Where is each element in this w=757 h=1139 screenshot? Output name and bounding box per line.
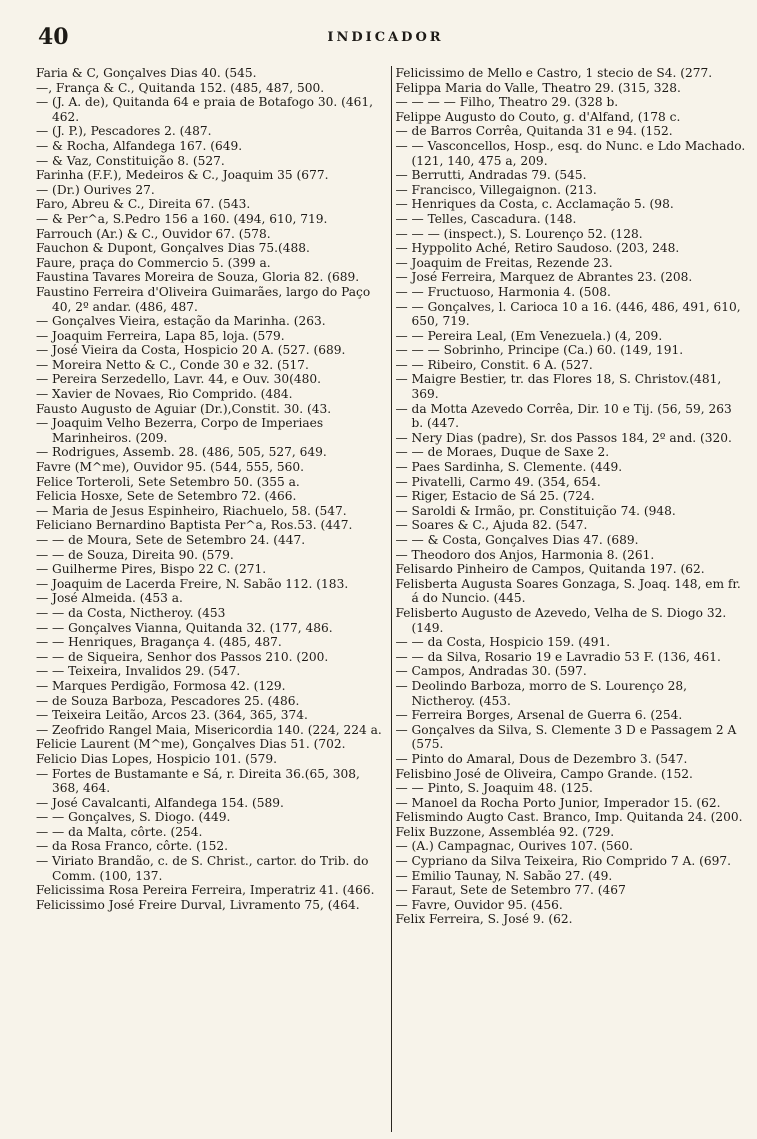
directory-entry: — Gonçalves Vieira, estação da Marinha. (263.: [36, 314, 326, 329]
directory-entry: Favre (M^me), Ouvidor 95. (544, 555, 560.: [36, 460, 305, 475]
directory-entry: — Maigre Bestier, tr. das Flores 18, S. Christov.(481, 369.: [395, 372, 722, 402]
directory-entry: — Ferreira Borges, Arsenal de Guerra 6. (254.: [395, 708, 683, 723]
directory-entry: — Viriato Brandão, c. de S. Christ., cartor. do Trib. do Comm. (100, 137.: [36, 854, 369, 883]
directory-entry: Felismindo Augto Cast. Branco, Imp. Quitanda 24. (200.: [395, 810, 743, 825]
directory-entry: Felice Torteroli, Sete Setembro 50. (355 a.: [36, 474, 300, 489]
directory-entry: Felisardo Pinheiro de Campos, Quitanda 197. (62.: [395, 562, 705, 577]
directory-entry: — Hyppolito Aché, Retiro Saudoso. (203, 248.: [395, 241, 680, 256]
directory-entry: — (J. P.), Pescadores 2. (487.: [36, 124, 212, 139]
directory-entry: — Saroldi & Irmão, pr. Constituição 74. (948.: [395, 503, 676, 518]
directory-entry: — (A.) Campagnac, Ourives 107. (560.: [395, 839, 634, 854]
directory-entry: — Joaquim Ferreira, Lapa 85, loja. (579.: [36, 328, 285, 343]
directory-entry: — — Ribeiro, Constit. 6 A. (527.: [395, 357, 593, 372]
directory-entry: — Joaquim de Lacerda Freire, N. Sabão 112. (183.: [36, 576, 349, 591]
directory-entry: — José Ferreira, Marquez de Abrantes 23. (208.: [395, 270, 693, 285]
directory-entry: — — de Moura, Sete de Setembro 24. (447.: [36, 533, 306, 547]
page-header: [38, 22, 733, 52]
directory-entry: — — Gonçalves, S. Diogo. (449.: [36, 810, 231, 825]
directory-entry: — Favre, Ouvidor 95. (456.: [395, 897, 563, 912]
directory-entry: — — Gonçalves, l. Carioca 10 a 16. (446, 486, 491, 610, 650, 719.: [395, 299, 741, 329]
directory-entry: — (Dr.) Ourives 27.: [36, 182, 155, 197]
directory-entry: — — de Siqueira, Senhor dos Passos 210. (200.: [36, 649, 329, 664]
directory-entry: — — Gonçalves Vianna, Quitanda 32. (177, 486.: [36, 620, 333, 635]
directory-entry: Felix Buzzone, Assembléa 92. (729.: [395, 824, 615, 839]
directory-entry: Felisbino José de Oliveira, Campo Grande. (152.: [395, 766, 693, 781]
directory-entry: — — Pereira Leal, (Em Venezuela.) (4, 209.: [395, 328, 663, 343]
directory-entry: Felisberto Augusto de Azevedo, Velha de S. Diogo 32. (149.: [395, 605, 727, 635]
directory-entry: Fauchon & Dupont, Gonçalves Dias 75.(488.: [36, 241, 310, 256]
directory-entry: — Berrutti, Andradas 79. (545.: [395, 168, 587, 183]
directory-entry: — Paes Sardinha, S. Clemente. (449.: [395, 460, 623, 475]
directory-entry: Faure, praça do Commercio 5. (399 a.: [36, 255, 271, 270]
directory-entry: — Emilio Taunay, N. Sabão 27. (49.: [395, 868, 613, 883]
directory-entry: — Pereira Serzedello, Lavr. 44, e Ouv. 30(480.: [36, 372, 321, 387]
directory-entry: — — Fructuoso, Harmonia 4. (508.: [395, 284, 611, 299]
directory-entry: — — de Souza, Direita 90. (579.: [36, 547, 234, 562]
directory-entry: — — Vasconcellos, Hosp., esq. do Nunc. e Ldo Machado. (121, 140, 475 a, 209.: [395, 138, 746, 168]
directory-entry: Felippe Augusto do Couto, g. d'Alfand, (178 c.: [395, 109, 681, 124]
directory-columns: [36, 66, 746, 1132]
directory-entry: — Theodoro dos Anjos, Harmonia 8. (261.: [395, 547, 655, 562]
directory-entry: — José Cavalcanti, Alfandega 154. (589.: [36, 795, 284, 810]
directory-entry: — de Souza Barboza, Pescadores 25. (486.: [36, 693, 300, 708]
directory-entry: — Soares & C., Ajuda 82. (547.: [395, 518, 588, 533]
directory-entry: — — Telles, Cascadura. (148.: [395, 211, 577, 226]
directory-entry: Faria & C, Gonçalves Dias 40. (545.: [36, 66, 257, 80]
directory-entry: — Fortes de Bustamante e Sá, r. Direita 36.(65, 308, 368, 464.: [36, 766, 360, 796]
left-column: [36, 66, 391, 1132]
directory-entry: Felicissimo José Freire Durval, Livramento 75, (464.: [36, 897, 360, 912]
right-column: [392, 66, 747, 1132]
running-title: INDICADOR: [327, 29, 444, 45]
directory-entry: — — de Moraes, Duque de Saxe 2.: [395, 445, 610, 460]
directory-entry: — Guilherme Pires, Bispo 22 C. (271.: [36, 562, 267, 577]
directory-entry: — — — Sobrinho, Principe (Ca.) 60. (149, 191.: [395, 343, 684, 358]
directory-entry: — Henriques da Costa, c. Acclamação 5. (98.: [395, 197, 674, 212]
directory-entry: — Riger, Estacio de Sá 25. (724.: [395, 489, 595, 504]
directory-entry: Faustina Tavares Moreira de Souza, Gloria 82. (689.: [36, 270, 360, 285]
directory-entry: Farrouch (Ar.) & C., Ouvidor 67. (578.: [36, 226, 271, 241]
directory-entry: Felicio Dias Lopes, Hospicio 101. (579.: [36, 751, 277, 766]
directory-entry: — Marques Perdigão, Formosa 42. (129.: [36, 678, 286, 693]
directory-entry: Felisberta Augusta Soares Gonzaga, S. Joaq. 148, em fr. á do Nuncio. (445.: [395, 576, 741, 606]
directory-entry: — Xavier de Novaes, Rio Comprido. (484.: [36, 387, 293, 402]
directory-entry: — Nery Dias (padre), Sr. dos Passos 184, 2º and. (320.: [395, 430, 732, 445]
directory-entry: — — da Costa, Hospicio 159. (491.: [395, 635, 611, 650]
directory-entry: — de Barros Corrêa, Quitanda 31 e 94. (152.: [395, 124, 673, 139]
directory-entry: — Pinto do Amaral, Dous de Dezembro 3. (547.: [395, 751, 688, 766]
directory-entry: — da Rosa Franco, côrte. (152.: [36, 839, 228, 854]
directory-entry: Faro, Abreu & C., Direita 67. (543.: [36, 197, 251, 212]
directory-entry: — Manoel da Rocha Porto Junior, Imperador 15. (62.: [395, 795, 721, 810]
directory-entry: — Teixeira Leitão, Arcos 23. (364, 365, 374.: [36, 708, 308, 723]
directory-entry: — da Motta Azevedo Corrêa, Dir. 10 e Tij. (56, 59, 263 b. (447.: [395, 401, 732, 431]
directory-entry: — — Pinto, S. Joaquim 48. (125.: [395, 781, 593, 796]
directory-entry: — — da Silva, Rosario 19 e Lavradio 53 F. (136, 461.: [395, 649, 721, 664]
directory-entry: — & Rocha, Alfandega 167. (649.: [36, 138, 243, 153]
directory-entry: — Faraut, Sete de Setembro 77. (467: [395, 883, 626, 898]
directory-entry: — — & Costa, Gonçalves Dias 47. (689.: [395, 533, 639, 547]
directory-entry: — Rodrigues, Assemb. 28. (486, 505, 527, 649.: [36, 445, 327, 460]
directory-entry: — Maria de Jesus Espinheiro, Riachuelo, 58. (547.: [36, 503, 347, 518]
directory-entry: — Joaquim de Freitas, Rezende 23.: [395, 255, 613, 270]
directory-entry: — Moreira Netto & C., Conde 30 e 32. (517.: [36, 357, 309, 372]
directory-entry: Felicie Laurent (M^me), Gonçalves Dias 51. (702.: [36, 737, 346, 752]
directory-entry: — Francisco, Villegaignon. (213.: [395, 182, 597, 197]
directory-entry: — & Vaz, Constituição 8. (527.: [36, 153, 225, 168]
directory-entry: — Cypriano da Silva Teixeira, Rio Comprido 7 A. (697.: [395, 854, 731, 869]
directory-entry: Feliciano Bernardino Baptista Per^a, Ros.53. (447.: [36, 518, 353, 533]
directory-entry: Felicissima Rosa Pereira Ferreira, Imperatriz 41. (466.: [36, 883, 375, 898]
directory-entry: Felicia Hosxe, Sete de Setembro 72. (466.: [36, 489, 297, 504]
directory-entry: — José Almeida. (453 a.: [36, 591, 183, 606]
directory-entry: Felicissimo de Mello e Castro, 1 stecio de S4. (277.: [395, 66, 713, 80]
directory-entry: Faustino Ferreira d'Oliveira Guimarães, largo do Paço 40, 2º andar. (486, 487.: [36, 284, 371, 314]
directory-entry: — Zeofrido Rangel Maia, Misericordia 140. (224, 224 a.: [36, 722, 382, 737]
directory-entry: — Deolindo Barboza, morro de S. Lourenço 28, Nictheroy. (453.: [395, 678, 688, 708]
directory-entry: — Joaquim Velho Bezerra, Corpo de Imperiaes Marinheiros. (209.: [36, 416, 324, 445]
directory-entry: Felix Ferreira, S. José 9. (62.: [395, 912, 573, 927]
directory-entry: — & Per^a, S.Pedro 156 a 160. (494, 610, 719.: [36, 211, 328, 226]
directory-entry: —, França & C., Quitanda 152. (485, 487, 500.: [36, 80, 325, 95]
directory-entry: Felippa Maria do Valle, Theatro 29. (315, 328.: [395, 80, 681, 95]
directory-entry: — José Vieira da Costa, Hospicio 20 A. (527. (689.: [36, 343, 346, 358]
directory-entry: Farinha (F.F.), Medeiros & C., Joaquim 35 (677.: [36, 168, 329, 183]
directory-entry: — — Henriques, Bragança 4. (485, 487.: [36, 635, 282, 650]
directory-entry: Fausto Augusto de Aguiar (Dr.),Constit. 30. (43.: [36, 401, 332, 416]
page-number: 40: [38, 24, 69, 50]
directory-entry: — — Teixeira, Invalidos 29. (547.: [36, 664, 241, 679]
directory-entry: — — da Costa, Nictheroy. (453: [36, 605, 226, 620]
directory-entry: — — — (inspect.), S. Lourenço 52. (128.: [395, 226, 643, 241]
directory-entry: — Pivatelli, Carmo 49. (354, 654.: [395, 474, 601, 489]
directory-entry: — Campos, Andradas 30. (597.: [395, 664, 587, 679]
directory-entry: — (J. A. de), Quitanda 64 e praia de Botafogo 30. (461, 462.: [36, 95, 374, 124]
directory-entry: — Gonçalves da Silva, S. Clemente 3 D e Passagem 2 A (575.: [395, 722, 737, 752]
directory-entry: — — — — Filho, Theatro 29. (328 b.: [395, 95, 619, 110]
directory-entry: — — da Malta, côrte. (254.: [36, 824, 203, 839]
